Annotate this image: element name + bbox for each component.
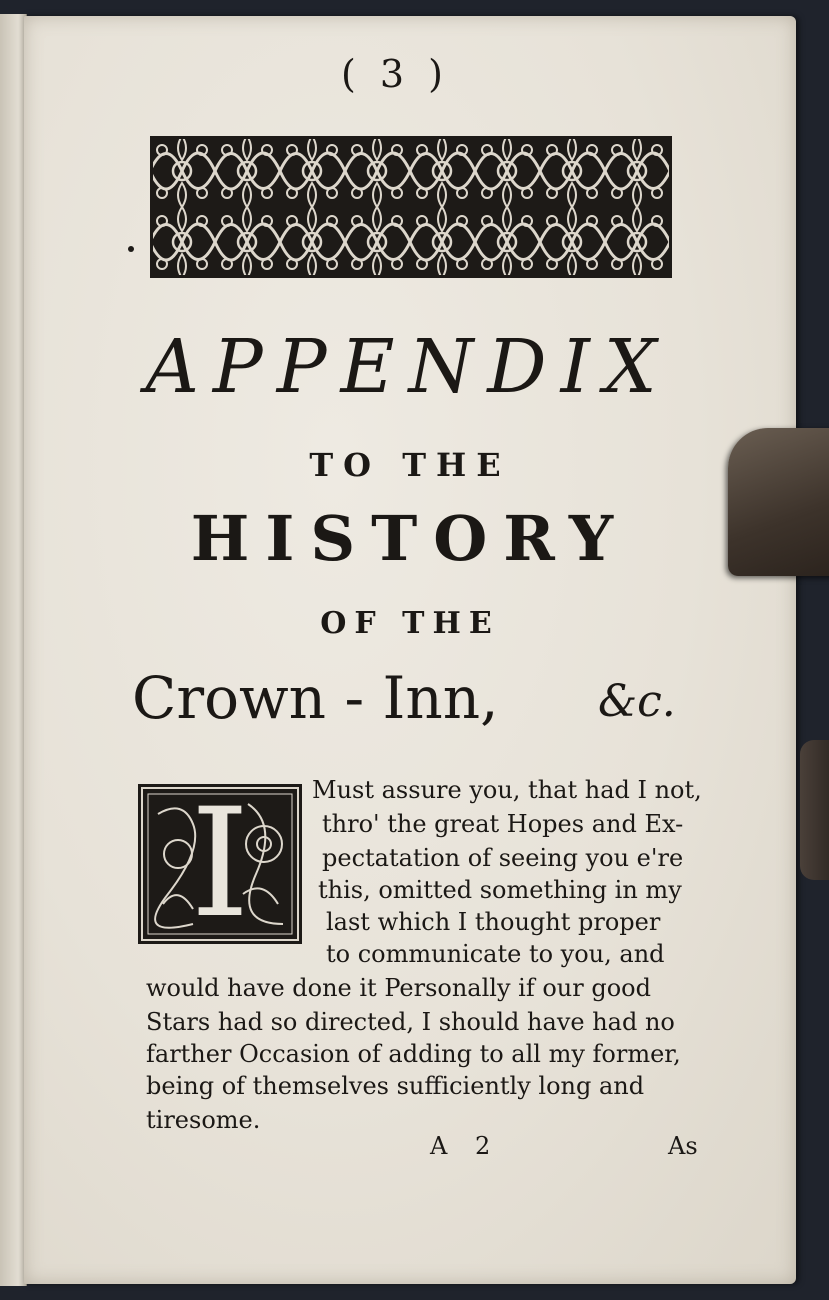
text-line: to communicate to you, and: [326, 940, 665, 968]
title-history: HISTORY: [190, 502, 630, 575]
title-crown-inn: Crown - Inn,: [132, 664, 499, 732]
drop-cap-letter: I: [190, 777, 250, 951]
drop-cap-block: [138, 777, 302, 951]
catchword: As: [668, 1132, 698, 1160]
text-line: tiresome.: [146, 1106, 261, 1134]
ink-speck: [128, 246, 134, 252]
text-line: this, omitted something in my: [318, 876, 682, 904]
headpiece-ornament: [150, 136, 672, 278]
subtitle-to-the: TO THE: [309, 446, 511, 484]
title-etc: &c.: [598, 676, 676, 727]
page-holder-clip-lower: [800, 740, 829, 880]
text-line: would have done it Personally if our good: [146, 974, 651, 1002]
title-appendix: APPENDIX: [145, 324, 671, 410]
subtitle-of-the: OF THE: [320, 606, 500, 641]
text-line: thro' the great Hopes and Ex-: [322, 810, 684, 838]
page-number: ( 3 ): [341, 52, 449, 96]
text-line: being of themselves sufficiently long and: [146, 1072, 645, 1100]
ornament-pattern: [150, 136, 672, 278]
text-line: last which I thought proper: [326, 908, 661, 936]
text-line: pectatation of seeing you e're: [322, 844, 684, 872]
text-line: Must assure you, that had I not,: [312, 776, 702, 804]
facing-page-edge: [0, 14, 27, 1286]
text-line: farther Occasion of adding to all my former,: [146, 1040, 681, 1068]
page-holder-clip: [728, 428, 829, 576]
text-line: Stars had so directed, I should have had no: [146, 1008, 675, 1036]
signature-mark: A 2: [430, 1132, 501, 1160]
